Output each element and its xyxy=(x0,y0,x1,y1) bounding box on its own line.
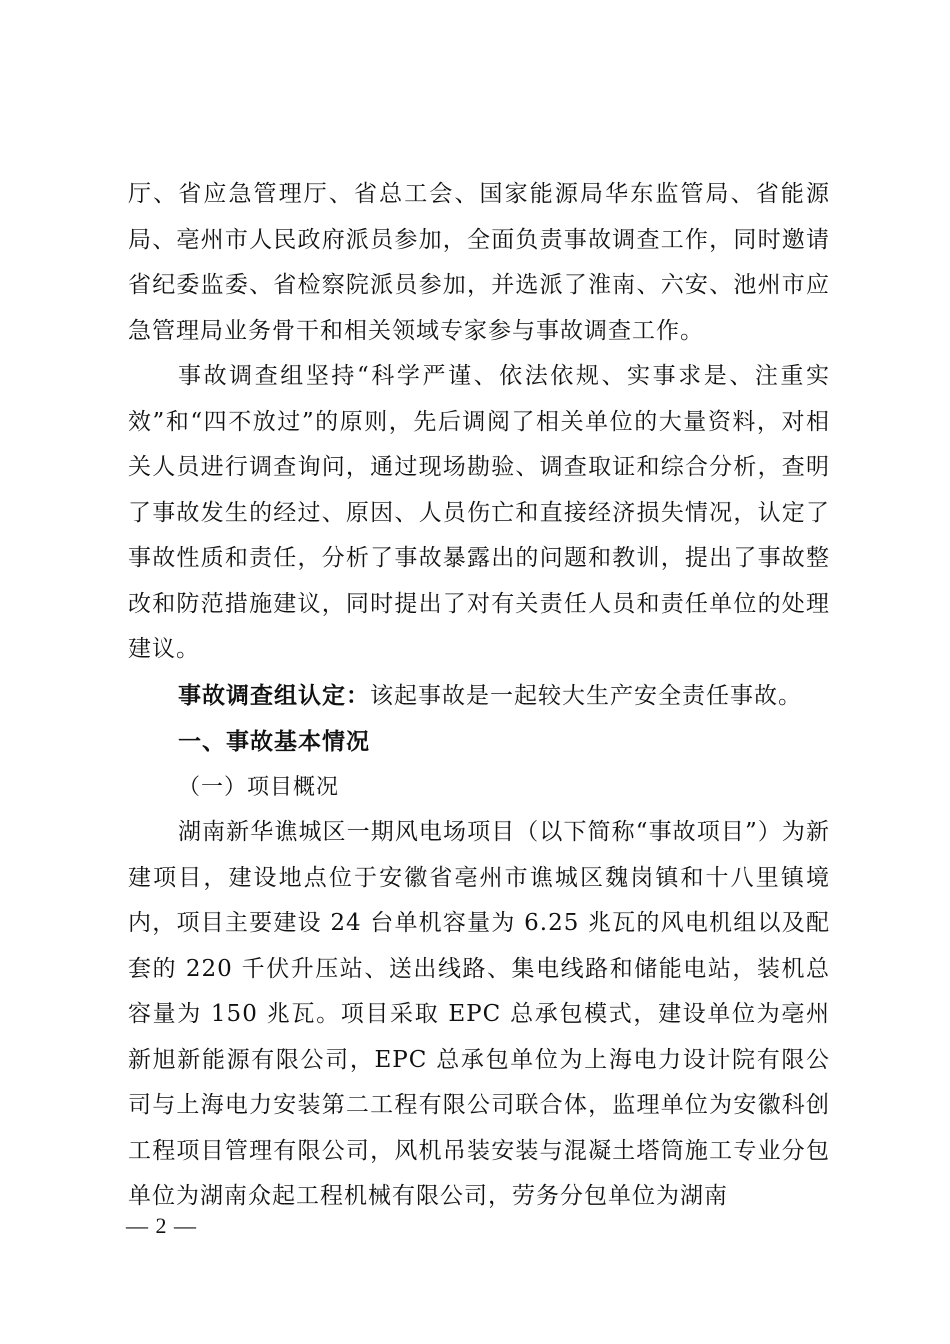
subsection-heading-project-overview: （一）项目概况 xyxy=(178,774,340,800)
page-number: — 2 — xyxy=(126,1213,197,1238)
document-body xyxy=(128,172,830,1220)
paragraph-investigation-conclusion xyxy=(128,673,830,720)
paragraph-investigation-members: 厅、省应急管理厅、省总工会、国家能源局华东监管局、省能源局、亳州市人民政府派员参加，全面负责事故调查工作，同时邀请省纪委监委、省检察院派员参加，并选派了淮南、六安、池州市应急管理局业务骨干和相关领域专家参与事故调查工作。 xyxy=(128,181,830,344)
section-heading-basic-situation: 一、事故基本情况 xyxy=(178,728,370,755)
paragraph-project-overview: 湖南新华谯城区一期风电场项目（以下简称“事故项目”）为新建项目，建设地点位于安徽省亳州市谯城区魏岗镇和十八里镇境内，项目主要建设 24 台单机容量为 6.25 兆瓦的风电机组以及配套的 220 千伏升压站、送出线路、集电线路和储能电站，装机总容量为 150 兆瓦。项目采取 EPC 总承包模式，建设单位为亳州新旭新能源有限公司，EPC 总承包单位为上海电力设计院有限公司与上海电力安装第二工程有限公司联合体，监理单位为安徽科创工程项目管理有限公司，风机吊装安装与混凝土塔筒施工专业分包单位为湖南众起工程机械有限公司，劳务分包单位为湖南 xyxy=(128,819,830,1209)
conclusion-lead: 事故调查组认定： xyxy=(178,681,370,709)
paragraph-investigation-principles: 事故调查组坚持“科学严谨、依法依规、实事求是、注重实效”和“四不放过”的原则，先后调阅了相关单位的大量资料，对相关人员进行调查询问，通过现场勘验、调查取证和综合分析，查明了事故发生的经过、原因、人员伤亡和直接经济损失情况，认定了事故性质和责任，分析了事故暴露出的问题和教训，提出了事故整改和防范措施建议，同时提出了对有关责任人员和责任单位的处理建议。 xyxy=(128,363,830,662)
conclusion-text: 该起事故是一起较大生产安全责任事故。 xyxy=(370,682,802,709)
